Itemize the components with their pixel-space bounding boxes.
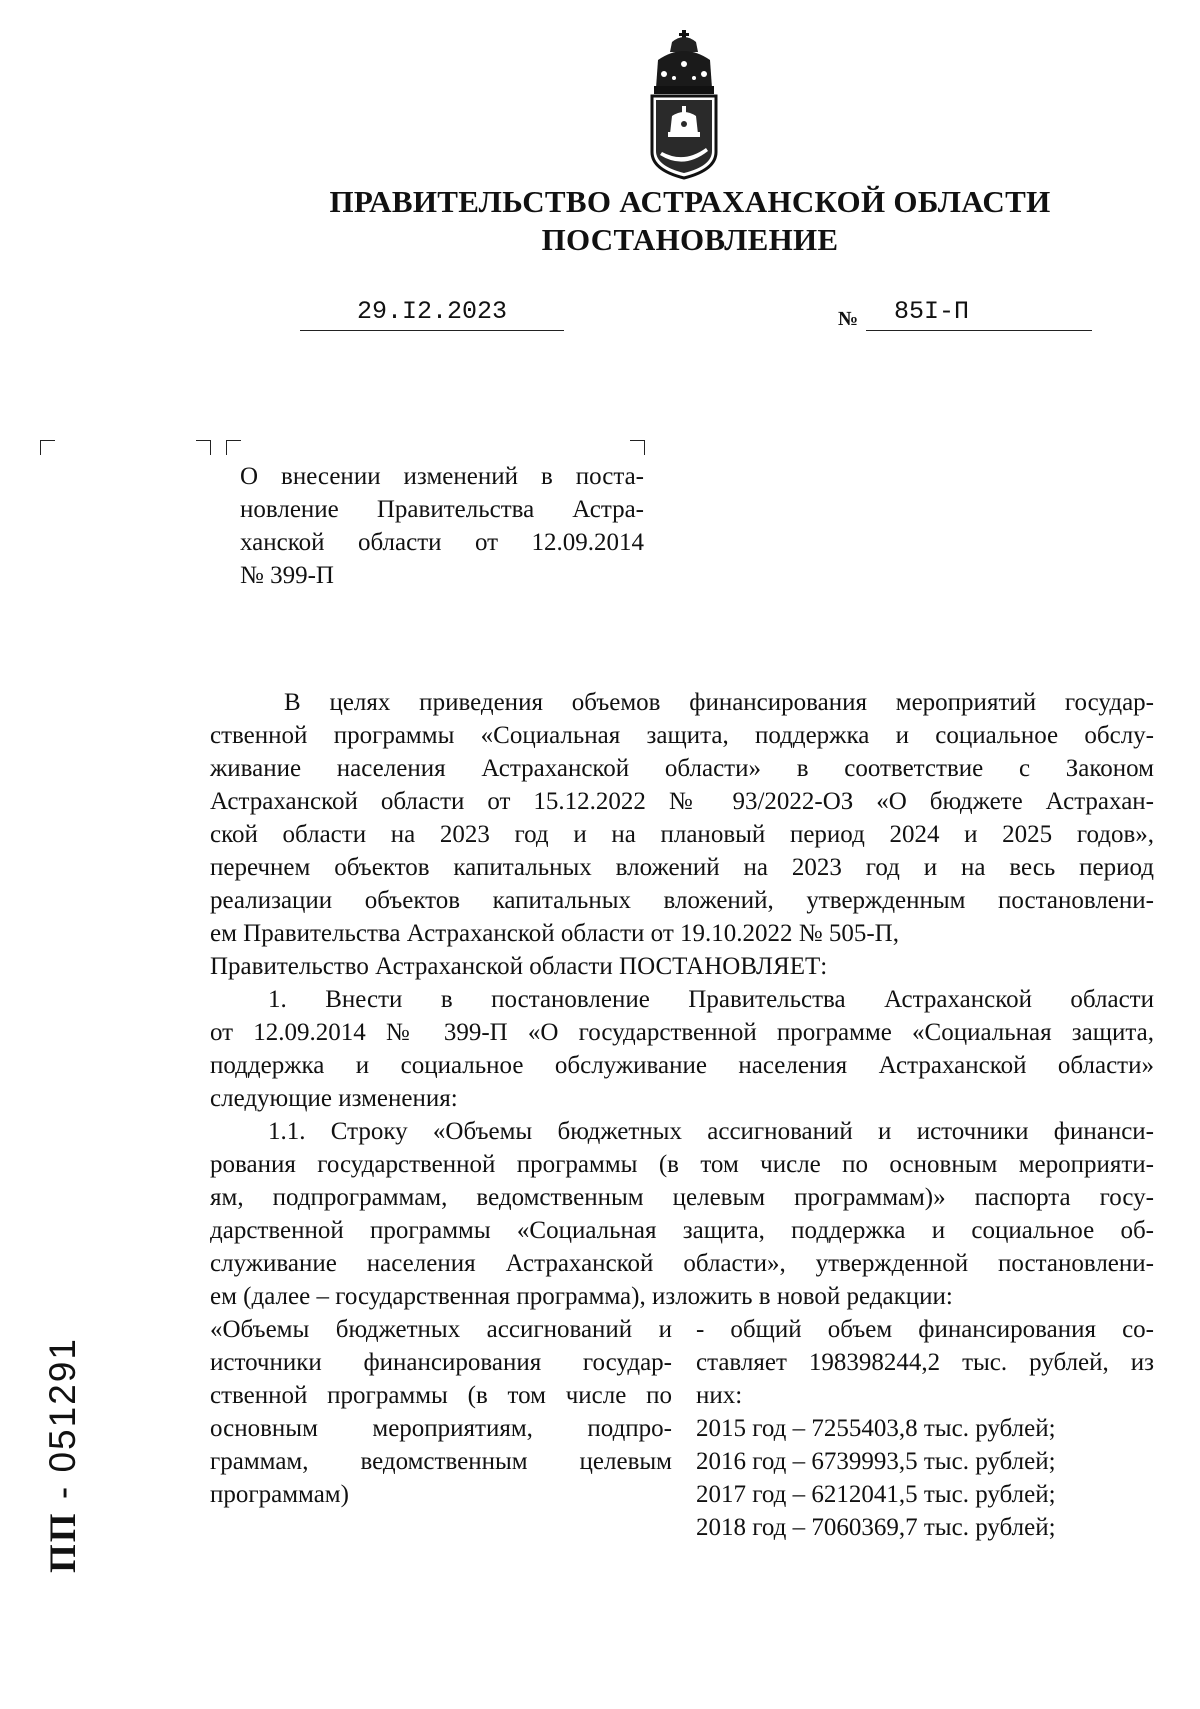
text-line: В целях приведения объемов финансирования мероприятий государ- [284, 689, 1154, 716]
text-line: ем Правительства Астраханской области от 19.10.2022 № 505-П, [210, 920, 899, 947]
text-line: источники финансирования государ- [210, 1349, 672, 1376]
item-1-1-paragraph [210, 1115, 1154, 1313]
text-line: программам) [210, 1481, 349, 1508]
document-date: 29.I2.2023 [300, 298, 564, 331]
subject-line: новление Правительства Астра- [240, 496, 644, 523]
year-amount: 2015 год – 7255403,8 тыс. рублей; [696, 1415, 1056, 1442]
text-line: «Объемы бюджетных ассигнований и [210, 1316, 672, 1343]
text-line: граммам, ведомственным целевым [210, 1448, 672, 1475]
text-line: дарственной программы «Социальная защита, поддержка и социальное об- [210, 1217, 1154, 1244]
text-line: - общий объем финансирования со- [696, 1316, 1154, 1343]
text-line: основным мероприятиям, подпро- [210, 1415, 672, 1442]
government-title: ПРАВИТЕЛЬСТВО АСТРАХАНСКОЙ ОБЛАСТИ [329, 184, 1051, 219]
year-amount: 2017 год – 6212041,5 тыс. рублей; [696, 1481, 1056, 1508]
corner-mark [630, 440, 645, 455]
preamble-paragraph [210, 686, 1154, 983]
text-line: Астраханской области от 15.12.2022 № 93/2022-ОЗ «О бюджете Астрахан- [210, 788, 1154, 815]
text-line: ставляет 198398244,2 тыс. рублей, из [696, 1349, 1154, 1376]
text-line: от 12.09.2014 № 399-П «О государственной программе «Социальная защита, [210, 1019, 1154, 1046]
text-line: 1.1. Строку «Объемы бюджетных ассигнований и источники финанси- [268, 1118, 1154, 1145]
text-line: ственной программы «Социальная защита, поддержка и социальное обслу- [210, 722, 1154, 749]
corner-mark [226, 440, 241, 455]
document-number: 85I-П [866, 298, 1092, 331]
text-line: ям, подпрограммам, ведомственным целевым программам)» паспорта госу- [210, 1184, 1154, 1211]
text-line: ской области на 2023 год и на плановый период 2024 и 2025 годов», [210, 821, 1154, 848]
passport-row-value [696, 1313, 1154, 1544]
subject-line: № 399-П [240, 562, 334, 589]
corner-mark [40, 440, 55, 455]
document-body [210, 686, 1154, 1313]
text-line: них: [696, 1382, 743, 1409]
corner-mark [196, 440, 211, 455]
document-subject [240, 460, 644, 592]
text-line: Правительство Астраханской области ПОСТАНОВЛЯЕТ: [210, 953, 828, 980]
stamp-series: ПП [43, 1511, 84, 1573]
text-line: следующие изменения: [210, 1085, 458, 1112]
text-line: реализации объектов капитальных вложений, утвержденным постановлени- [210, 887, 1154, 914]
text-line: 1. Внести в постановление Правительства Астраханской области [268, 986, 1154, 1013]
coat-of-arms-icon [646, 30, 722, 180]
text-line: ственной программы (в том числе по [210, 1382, 672, 1409]
number-sign: № [838, 308, 859, 330]
form-serial-stamp [42, 1337, 85, 1573]
text-line: рования государственной программы (в том числе по основным мероприяти- [210, 1151, 1154, 1178]
text-line: поддержка и социальное обслуживание населения Астраханской области» [210, 1052, 1154, 1079]
subject-line: О внесении изменений в поста- [240, 463, 644, 490]
year-amount: 2016 год – 6739993,5 тыс. рублей; [696, 1448, 1056, 1475]
year-amount: 2018 год – 7060369,7 тыс. рублей; [696, 1514, 1056, 1541]
stamp-separator: - [42, 1472, 83, 1512]
item-1-paragraph [210, 983, 1154, 1115]
subject-line: ханской области от 12.09.2014 [240, 529, 644, 556]
text-line: ем (далее – государственная программа), изложить в новой редакции: [210, 1283, 953, 1310]
text-line: перечнем объектов капитальных вложений на 2023 год и на весь период [210, 854, 1154, 881]
text-line: служивание населения Астраханской области», утвержденной постановлени- [210, 1250, 1154, 1277]
stamp-number: 051291 [42, 1337, 83, 1473]
text-line: живание населения Астраханской области» в соответствие с Законом [210, 755, 1154, 782]
passport-row-label [210, 1313, 672, 1511]
document-type: ПОСТАНОВЛЕНИЕ [541, 222, 839, 257]
